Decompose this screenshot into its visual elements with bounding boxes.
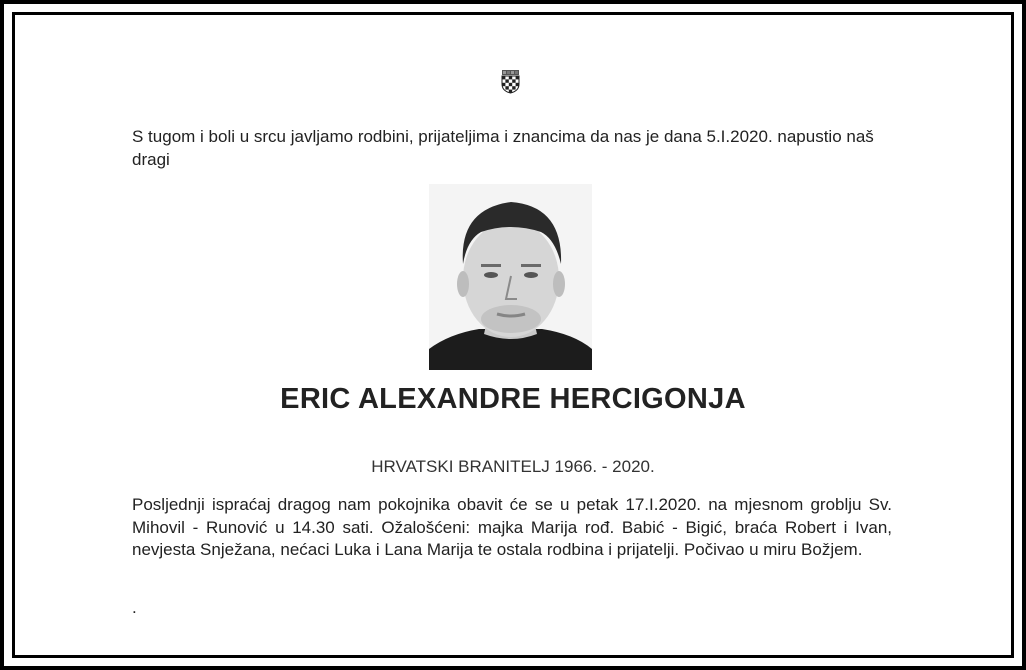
deceased-name: ERIC ALEXANDRE HERCIGONJA [280,383,746,415]
coat-of-arms-icon [501,69,520,94]
funeral-details: Posljednji ispraćaj dragog nam pokojnika obavit će se u petak 17.I.2020. na mjesnom groblju Sv. Mihovil - Runović u 14.30 sati. Ožalošćeni: majka Marija rođ. Babić - Bigić, braća Robert i Ivan, nevjesta Snježana, nećaci Luka i Lana Marija te ostala rodbina i prijatelji. Počivao u miru Božjem. [132,495,892,559]
role-and-years: HRVATSKI BRANITELJ 1966. - 2020. [371,457,655,476]
portrait-photo [429,184,592,370]
closing-mark: . [132,598,137,617]
intro-text: S tugom i boli u srcu javljamo rodbini, prijateljima i znancima da nas je dana 5.I.2020. napustio naš dragi [132,127,874,169]
